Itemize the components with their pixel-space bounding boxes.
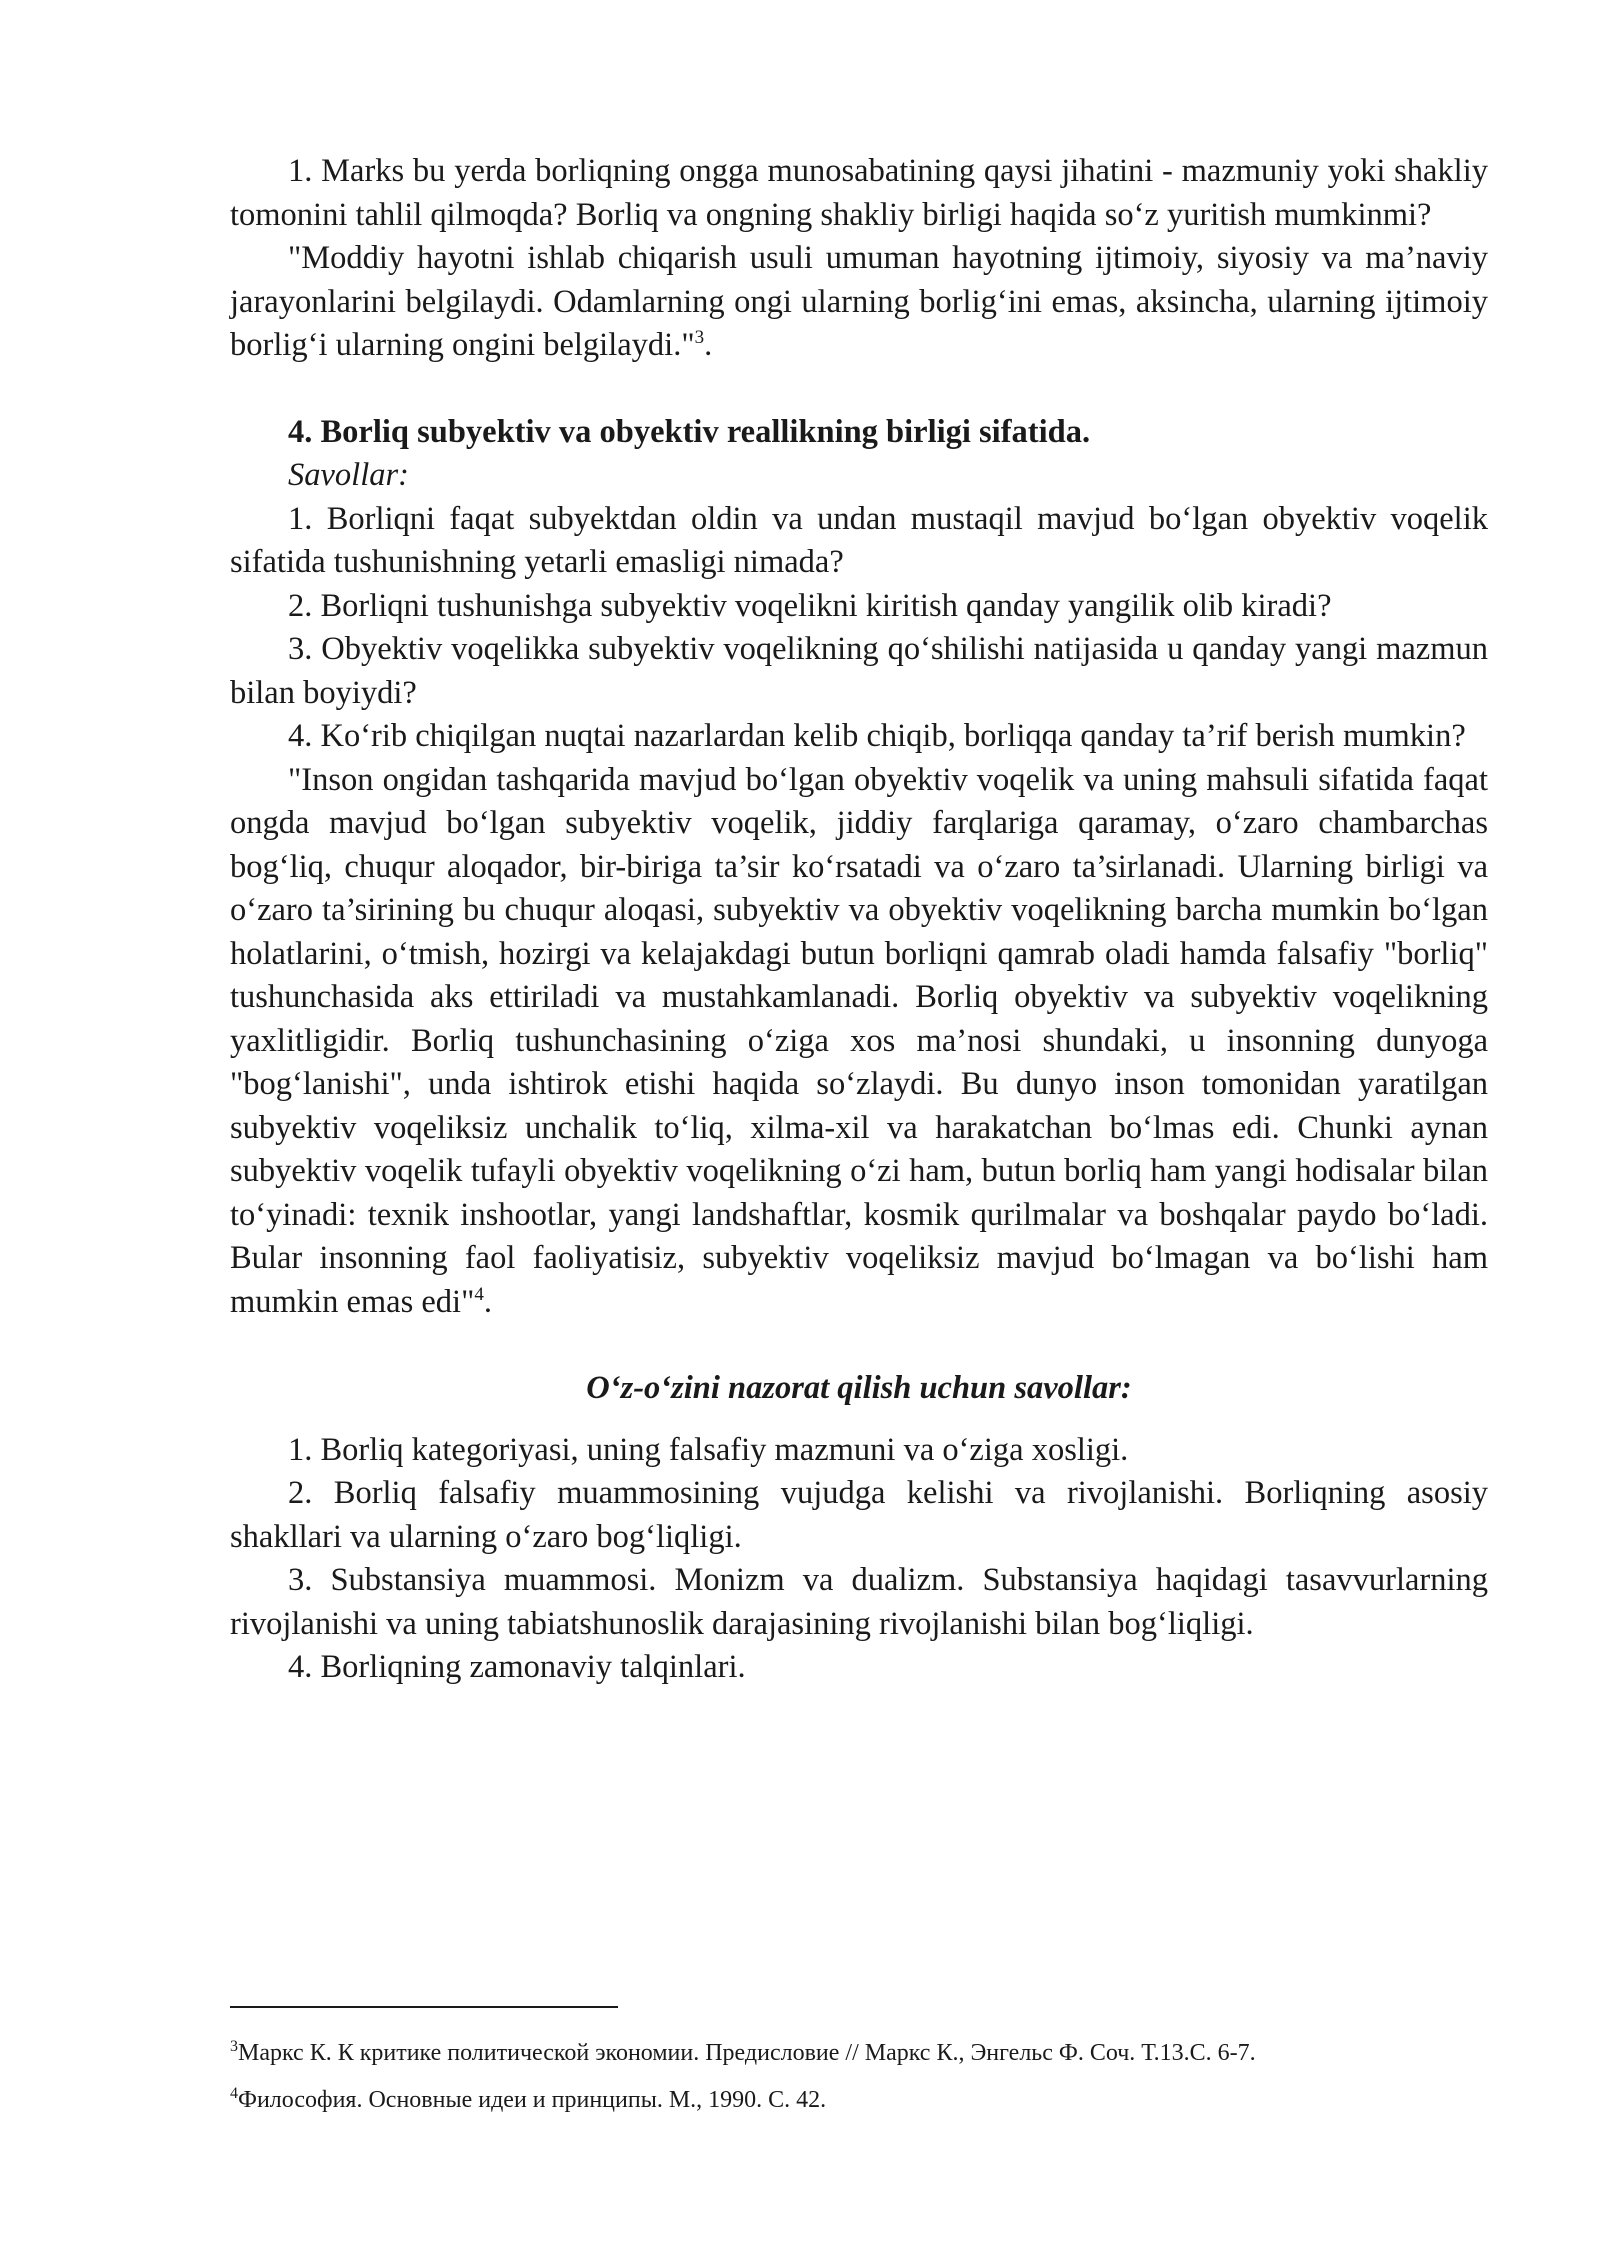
footnote-number: 4 xyxy=(230,2085,238,2102)
paragraph-marks-question: 1. Marks bu yerda borliqning ongga munosabatining qaysi jihatini - mazmuniy yoki shakliy tomonini tahlil qilmoqda? Borliq va ongning shakliy birligi haqida so‘z yuritish mumkinmi? xyxy=(230,153,1488,233)
quote-text: "Moddiy hayotni ishlab chiqarish usuli umuman hayotning ijtimoiy, siyosiy va ma’naviy jarayonlarini belgilaydi. Odamlarning ongi ularning borlig‘ini emas, aksincha, ularning ijtimoiy borlig‘i ularning ongini belgilaydi." xyxy=(230,240,1488,363)
self-control-item: 2. Borliq falsafiy muammosining vujudga kelishi va rivojlanishi. Borliqning asosiy shakllari va ularning o‘zaro bog‘liqligi. xyxy=(230,1475,1488,1555)
paragraph-inson-quote xyxy=(230,759,1488,1325)
quote-end: . xyxy=(483,1283,492,1320)
footnote-separator xyxy=(230,2006,618,2008)
spacer xyxy=(230,1324,1488,1367)
document-body xyxy=(230,150,1488,1690)
question-item: 2. Borliqni tushunishga subyektiv voqelikni kiritish qanday yangilik olib kiradi? xyxy=(288,587,1332,624)
spacer xyxy=(230,1411,1488,1429)
section-heading: 4. Borliq subyektiv va obyektiv reallikning birligi sifatida. xyxy=(288,413,1091,450)
footnote-ref-4[interactable]: 4 xyxy=(474,1283,484,1305)
self-control-title: O‘z-o‘zini nazorat qilish uchun savollar: xyxy=(586,1370,1132,1406)
footnote-text: Философия. Основные идеи и принципы. М., 1990. С. 42. xyxy=(238,2087,827,2113)
question-item: 3. Obyektiv voqelikka subyektiv voqelikning qo‘shilishi natijasida u qanday yangi mazmun bilan boyiydi? xyxy=(230,631,1488,711)
quote-text: "Inson ongidan tashqarida mavjud bo‘lgan obyektiv voqelik va uning mahsuli sifatida faqat ongda mavjud bo‘lgan subyektiv voqelik, jiddiy farqlariga qaramay, o‘zaro chambarchas bog‘liq, chuqur aloqador, bir-biriga ta’sir ko‘rsatadi va o‘zaro ta’sirlanadi. Ularning birligi va o‘zaro ta’sirining bu chuqur aloqasi, subyektiv va obyektiv voqelikning barcha mumkin bo‘lgan holatlarini, o‘tmish, hozirgi va kelajakdagi butun borliqni qamrab oladi hamda falsafiy "borliq" tushunchasida aks ettiriladi va mustahkamlanadi. Borliq obyektiv va subyektiv voqelikning yaxlitligidir. Borliq tushunchasining o‘ziga xos ma’nosi shundaki, u insonning dunyoga "bog‘lanishi", unda ishtirok etishi haqida so‘zlaydi. Bu dunyo inson tomonidan yaratilgan subyektiv voqeliksiz unchalik to‘liq, xilma-xil va harakatchan bo‘lmas edi. Chunki aynan subyektiv voqelik tufayli obyektiv voqelikning o‘zi ham, butun borliq ham yangi hodisalar bilan to‘yinadi: texnik inshootlar, yangi landshaftlar, kosmik qurilmalar va boshqalar paydo bo‘ladi. Bular insonning faol faoliyatisiz, subyektiv voqeliksiz mavjud bo‘lmagan va bo‘lishi ham mumkin emas edi" xyxy=(230,761,1488,1320)
self-control-item: 3. Substansiya muammosi. Monizm va dualizm. Substansiya haqidagi tasavvurlarning rivojlanishi va uning tabiatshunoslik darajasining rivojlanishi bilan bog‘liqligi. xyxy=(230,1562,1488,1642)
self-control-item: 4. Borliqning zamonaviy talqinlari. xyxy=(288,1649,746,1685)
questions-label: Savollar: xyxy=(288,457,409,493)
footnote-text: Маркс К. К критике политической экономии. Предисловие // Маркс К., Энгельс Ф. Соч. Т.13.С. 6-7. xyxy=(238,2040,1256,2066)
footnotes xyxy=(230,2030,1488,2124)
self-control-item: 1. Borliq kategoriyasi, uning falsafiy mazmuni va o‘ziga xosligi. xyxy=(288,1431,1129,1468)
footnote-number: 3 xyxy=(230,2038,238,2055)
footnote-ref-3[interactable]: 3 xyxy=(694,327,705,349)
spacer xyxy=(230,368,1488,411)
quote-end: . xyxy=(704,327,713,363)
paragraph-marks-quote xyxy=(230,237,1488,368)
footnote-3 xyxy=(230,2030,1488,2077)
footnote-4 xyxy=(230,2077,1488,2124)
question-item: 1. Borliqni faqat subyektdan oldin va undan mustaqil mavjud bo‘lgan obyektiv voqelik sifatida tushunishning yetarli emasligi nimada? xyxy=(230,500,1488,580)
question-item: 4. Ko‘rib chiqilgan nuqtai nazarlardan kelib chiqib, borliqqa qanday ta’rif berish mumkin? xyxy=(288,718,1466,754)
